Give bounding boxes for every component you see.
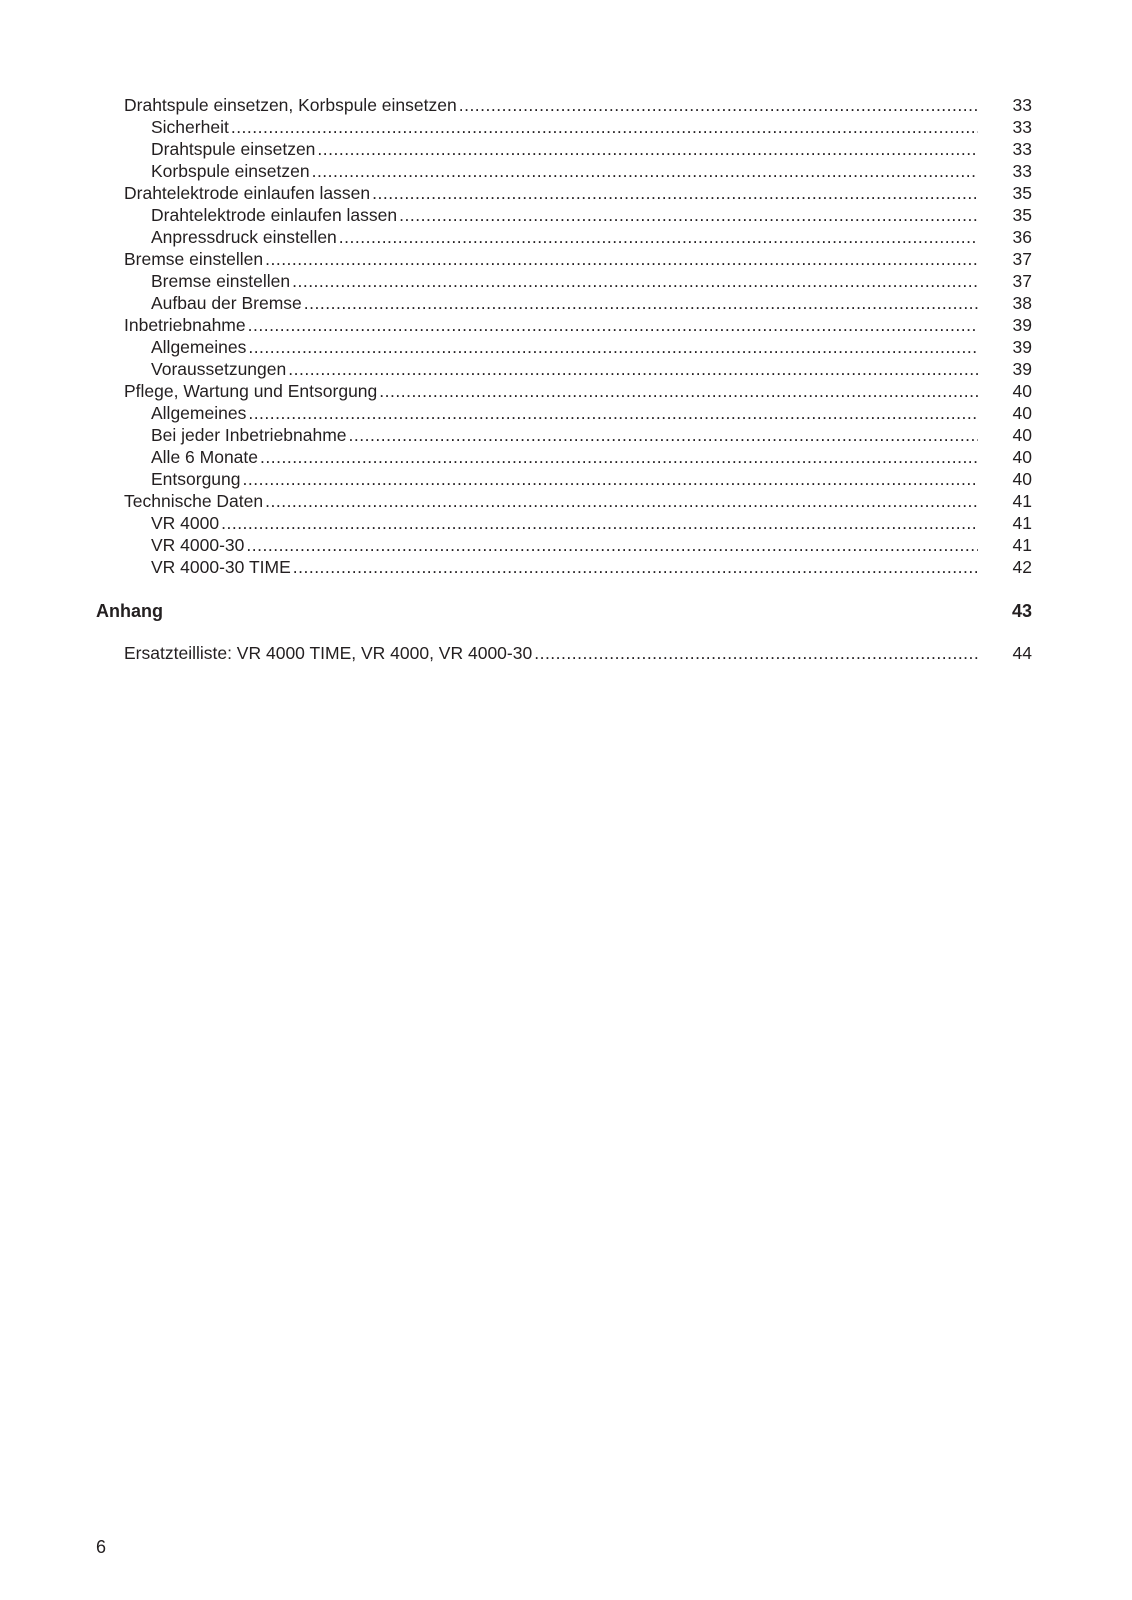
toc-entry[interactable]	[96, 314, 1032, 336]
toc-entry[interactable]	[96, 468, 1032, 490]
toc-entry-title: Voraussetzungen	[151, 359, 287, 379]
toc-section-page: 43	[1011, 601, 1032, 621]
toc-entry-title: Aufbau der Bremse	[151, 293, 302, 313]
toc-entry-page: 44	[1012, 643, 1032, 663]
toc-entry-title: Drahtspule einsetzen, Korbspule einsetzen	[124, 95, 457, 115]
toc-entry[interactable]	[96, 380, 1032, 402]
dot-leader	[339, 226, 978, 248]
dot-leader	[312, 160, 978, 182]
toc-entry-page: 33	[1012, 117, 1032, 137]
toc-entry-title: Inbetriebnahme	[124, 315, 246, 335]
toc-entry-page: 40	[1012, 403, 1032, 423]
dot-leader	[304, 292, 978, 314]
toc-section-heading[interactable]	[96, 600, 1032, 622]
toc-entry-title: Anpressdruck einstellen	[151, 227, 337, 247]
toc-entry-page: 33	[1012, 95, 1032, 115]
toc-entry-page: 37	[1012, 271, 1032, 291]
toc-entry[interactable]	[96, 182, 1032, 204]
toc-entry-page: 33	[1012, 161, 1032, 181]
toc-entry[interactable]	[96, 446, 1032, 468]
toc-entry-title: Alle 6 Monate	[151, 447, 259, 467]
toc-entry-page: 40	[1012, 469, 1032, 489]
dot-leader	[265, 248, 978, 270]
toc-entry-title: Allgemeines	[151, 337, 247, 357]
toc-entry[interactable]	[96, 248, 1032, 270]
toc-entry-title: Ersatzteilliste: VR 4000 TIME, VR 4000, VR 4000-30	[124, 643, 533, 663]
dot-leader	[459, 94, 978, 116]
toc-entry[interactable]	[96, 556, 1032, 578]
toc-entry[interactable]	[96, 642, 1032, 664]
toc-entry-page: 39	[1012, 359, 1032, 379]
dot-leader	[231, 116, 978, 138]
toc-entry-page: 41	[1012, 513, 1032, 533]
toc-entry-page: 40	[1012, 425, 1032, 445]
toc-entry-title: Bremse einstellen	[124, 249, 264, 269]
dot-leader	[288, 358, 978, 380]
toc-entry-page: 40	[1012, 381, 1032, 401]
toc-entry-title: Bei jeder Inbetriebnahme	[151, 425, 347, 445]
toc-entry-page: 37	[1012, 249, 1032, 269]
dot-leader	[248, 336, 978, 358]
toc-entry-page: 35	[1012, 183, 1032, 203]
toc-entry-title: Drahtelektrode einlaufen lassen	[124, 183, 371, 203]
dot-leader	[379, 380, 978, 402]
toc-entry-title: Drahtspule einsetzen	[151, 139, 316, 159]
toc-entry[interactable]	[96, 490, 1032, 512]
toc-entry-page: 39	[1012, 337, 1032, 357]
toc-entry-page: 38	[1012, 293, 1032, 313]
toc-entry[interactable]	[96, 402, 1032, 424]
toc-entry[interactable]	[96, 512, 1032, 534]
toc-entry[interactable]	[96, 204, 1032, 226]
toc-entry[interactable]	[96, 424, 1032, 446]
toc-entry-page: 41	[1012, 535, 1032, 555]
dot-leader	[246, 534, 978, 556]
dot-leader	[293, 556, 978, 578]
toc-entry-page: 35	[1012, 205, 1032, 225]
dot-leader	[534, 642, 978, 664]
toc-entry-title: Technische Daten	[124, 491, 264, 511]
dot-leader	[248, 402, 978, 424]
toc-entry[interactable]	[96, 534, 1032, 556]
toc-entry-title: Sicherheit	[151, 117, 229, 137]
dot-leader	[248, 314, 978, 336]
toc-entry[interactable]	[96, 116, 1032, 138]
dot-leader	[317, 138, 978, 160]
toc-entry-title: Allgemeines	[151, 403, 247, 423]
toc-entry-page: 40	[1012, 447, 1032, 467]
toc-section-title: Anhang	[96, 601, 163, 621]
toc-entry-page: 39	[1012, 315, 1032, 335]
toc-entry[interactable]	[96, 358, 1032, 380]
dot-leader	[349, 424, 978, 446]
toc-entry[interactable]	[96, 270, 1032, 292]
toc-entry-title: Entsorgung	[151, 469, 241, 489]
toc-entry[interactable]	[96, 94, 1032, 116]
toc-entry-title: Korbspule einsetzen	[151, 161, 310, 181]
dot-leader	[221, 512, 978, 534]
toc-entry-title: VR 4000-30	[151, 535, 245, 555]
toc-entry-title: VR 4000	[151, 513, 220, 533]
toc-entry[interactable]	[96, 138, 1032, 160]
dot-leader	[243, 468, 978, 490]
table-of-contents	[96, 94, 1032, 664]
dot-leader	[372, 182, 978, 204]
toc-section-entries	[96, 642, 1032, 664]
dot-leader	[292, 270, 978, 292]
toc-entry-title: VR 4000-30 TIME	[151, 557, 291, 577]
page-number: 6	[96, 1537, 107, 1557]
toc-entry-page: 42	[1012, 557, 1032, 577]
toc-entry-page: 36	[1012, 227, 1032, 247]
toc-entry-title: Drahtelektrode einlaufen lassen	[151, 205, 398, 225]
toc-entry-title: Pflege, Wartung und Entsorgung	[124, 381, 378, 401]
toc-entry-title: Bremse einstellen	[151, 271, 291, 291]
dot-leader	[260, 446, 978, 468]
toc-entry-page: 33	[1012, 139, 1032, 159]
toc-entry[interactable]	[96, 336, 1032, 358]
toc-entry[interactable]	[96, 226, 1032, 248]
dot-leader	[265, 490, 978, 512]
dot-leader	[399, 204, 978, 226]
toc-entry-page: 41	[1012, 491, 1032, 511]
toc-entry[interactable]	[96, 160, 1032, 182]
toc-entry[interactable]	[96, 292, 1032, 314]
